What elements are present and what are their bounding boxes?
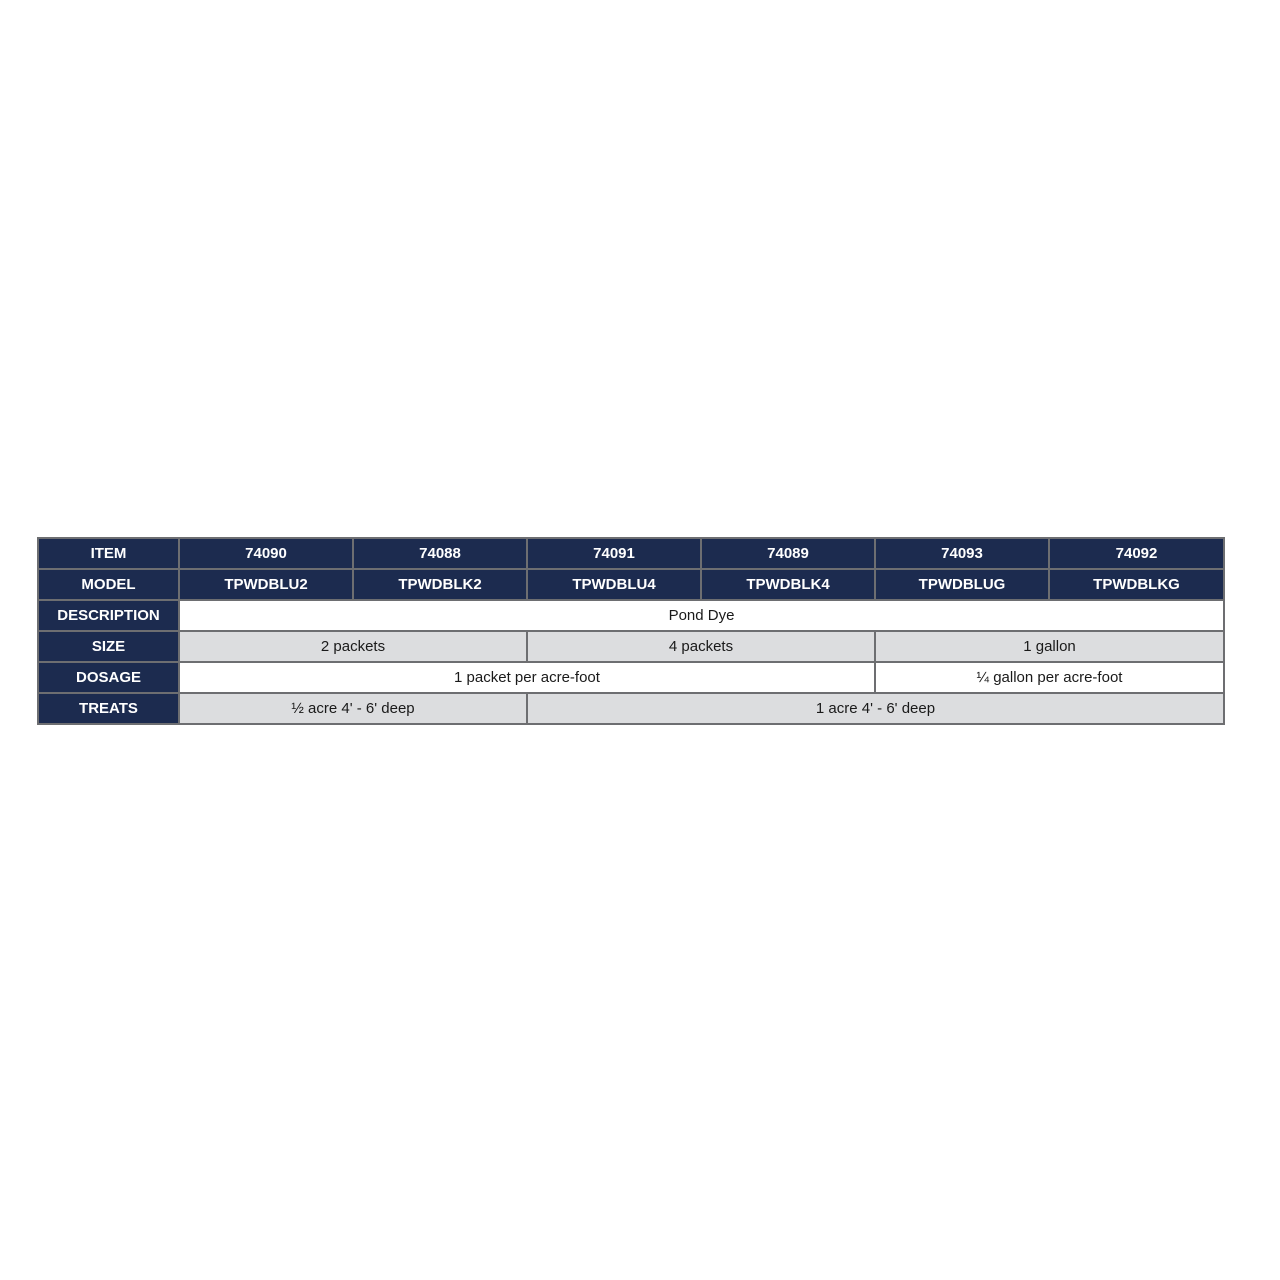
model-cell: TPWDBLK4 (701, 569, 875, 600)
item-cell: 74088 (353, 538, 527, 569)
size-cell: 4 packets (527, 631, 875, 662)
model-cell: TPWDBLK2 (353, 569, 527, 600)
size-cell: 1 gallon (875, 631, 1224, 662)
model-cell: TPWDBLUG (875, 569, 1049, 600)
size-cell: 2 packets (179, 631, 527, 662)
model-cell: TPWDBLU4 (527, 569, 701, 600)
dosage-row (38, 662, 1224, 693)
dosage-cell: 1 packet per acre-foot (179, 662, 875, 693)
model-cell: TPWDBLU2 (179, 569, 353, 600)
treats-row (38, 693, 1224, 724)
item-cell: 74091 (527, 538, 701, 569)
item-cell: 74093 (875, 538, 1049, 569)
description-cell: Pond Dye (179, 600, 1224, 631)
description-label: DESCRIPTION (38, 600, 179, 631)
dosage-cell: ¼ gallon per acre-foot (875, 662, 1224, 693)
dosage-label: DOSAGE (38, 662, 179, 693)
item-cell: 74090 (179, 538, 353, 569)
description-row (38, 600, 1224, 631)
item-cell: 74092 (1049, 538, 1224, 569)
treats-cell: 1 acre 4' - 6' deep (527, 693, 1224, 724)
size-row (38, 631, 1224, 662)
model-label: MODEL (38, 569, 179, 600)
product-spec-table (37, 537, 1225, 725)
model-row (38, 569, 1224, 600)
treats-cell: ½ acre 4' - 6' deep (179, 693, 527, 724)
item-row (38, 538, 1224, 569)
treats-label: TREATS (38, 693, 179, 724)
item-cell: 74089 (701, 538, 875, 569)
item-label: ITEM (38, 538, 179, 569)
size-label: SIZE (38, 631, 179, 662)
model-cell: TPWDBLKG (1049, 569, 1224, 600)
